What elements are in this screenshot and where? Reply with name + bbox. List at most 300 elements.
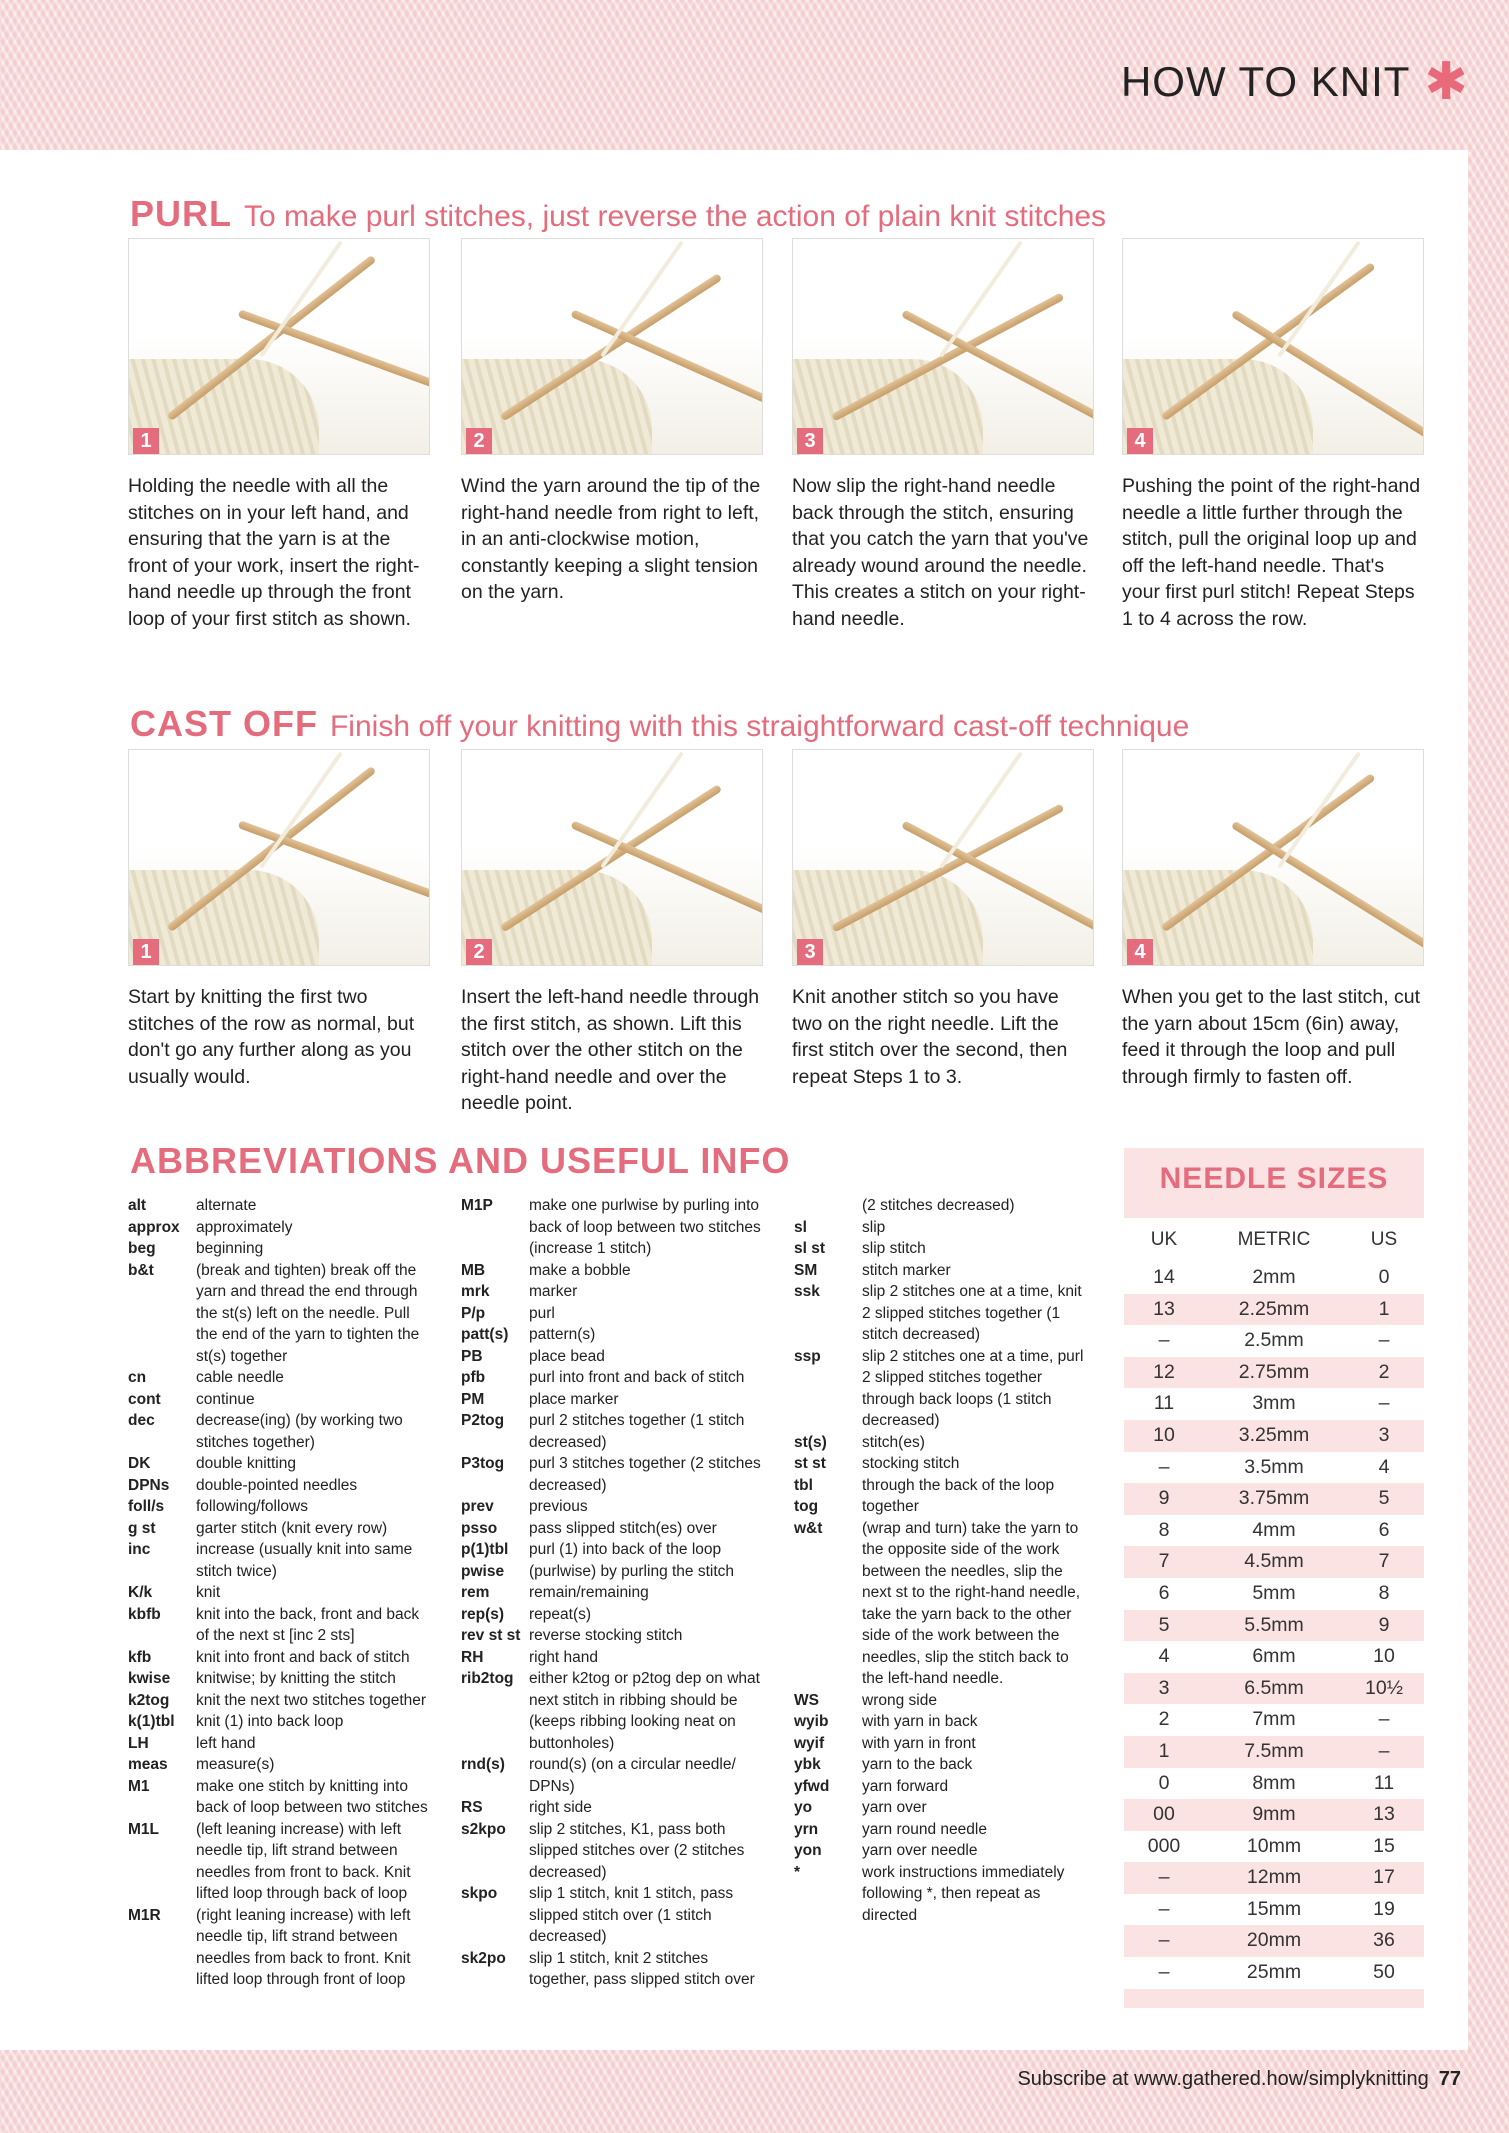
metric-size: 7.5mm: [1244, 1739, 1304, 1762]
abbreviation-entry: [128, 1733, 428, 1755]
castoff-step-2-photo: [461, 749, 763, 966]
abbreviation-definition: measure(s): [196, 1756, 275, 1773]
abbreviation-entry: [128, 1647, 428, 1669]
us-size: 11: [1373, 1771, 1395, 1794]
us-size: 7: [1378, 1550, 1390, 1573]
purl-step-2-photo: [461, 238, 763, 455]
metric-size: 9mm: [1252, 1803, 1296, 1826]
needle-size-row: [1124, 1925, 1424, 1957]
metric-size: 3.75mm: [1238, 1487, 1310, 1510]
metric-size: 25mm: [1246, 1961, 1302, 1984]
step-description: Holding the needle with all the stitches on in your left hand, and ensuring that the yarn is at the front of your work, insert the right-hand needle up through the front loop of your first stitch as shown.: [128, 475, 420, 630]
us-size: 19: [1373, 1897, 1395, 1920]
abbreviation-entry: [461, 1496, 761, 1518]
abbreviation-term: mrk: [461, 1283, 490, 1300]
us-size: 10: [1373, 1645, 1395, 1668]
needle-sizes-table: [1124, 1148, 1424, 2008]
abbreviation-definition: stocking stitch: [862, 1455, 960, 1472]
abbreviation-term: pwise: [461, 1562, 505, 1580]
abbreviation-term: rib2tog: [461, 1670, 514, 1687]
abbreviation-definition: with yarn in back: [862, 1713, 978, 1730]
abbreviation-definition: alternate: [196, 1197, 257, 1214]
step-number-badge: 3: [797, 428, 823, 454]
uk-size: 9: [1158, 1487, 1170, 1510]
metric-size: 8mm: [1252, 1771, 1296, 1794]
abbreviation-term: tog: [794, 1498, 819, 1515]
metric-size: 15mm: [1246, 1897, 1302, 1920]
uk-size: 5: [1158, 1613, 1170, 1636]
abbreviation-definition: (right leaning increase) with left needle tip, lift strand between needles from back to front. Knit lifted loop through front of loop: [196, 1906, 411, 1988]
abbreviation-term: DK: [128, 1455, 151, 1472]
needle-size-row: [1124, 1641, 1424, 1673]
abbreviation-entry: [461, 1367, 761, 1389]
abbreviation-definition: place bead: [529, 1347, 605, 1365]
abbreviation-definition: knit the next two stitches together: [196, 1691, 427, 1709]
abbreviation-definition: slip stitch: [862, 1240, 926, 1257]
us-size: 3: [1378, 1423, 1390, 1446]
abbreviation-entry: [461, 1410, 761, 1453]
abbreviation-term: RH: [461, 1648, 484, 1666]
abbreviation-term: SM: [794, 1261, 818, 1279]
abbreviation-definition: increase (usually knit into same stitch twice): [196, 1541, 413, 1580]
abbreviation-definition: purl 2 stitches together (1 stitch decreased): [529, 1412, 745, 1451]
abbreviation-definition: wrong side: [862, 1691, 937, 1709]
abbreviation-term: cn: [128, 1369, 147, 1386]
us-size: 13: [1373, 1803, 1395, 1826]
abbreviation-entry: [794, 1711, 1094, 1733]
uk-size: 00: [1153, 1803, 1175, 1826]
us-size: –: [1378, 1329, 1390, 1352]
step-description: Knit another stitch so you have two on the right needle. Lift the first stitch over the second, then repeat Steps 1 to 3.: [792, 986, 1068, 1088]
abbreviation-entry: [794, 1238, 1094, 1260]
needle-size-row: [1124, 1388, 1424, 1420]
page-number: 77: [1438, 2068, 1461, 2090]
purl-step-3: [792, 238, 1094, 632]
abbreviation-term: s2kpo: [461, 1820, 506, 1838]
abbreviation-definition: stitch marker: [862, 1261, 951, 1279]
uk-size: 3: [1158, 1676, 1170, 1699]
abbreviation-entry: [128, 1453, 428, 1475]
abbreviation-entry: [794, 1195, 1094, 1217]
abbreviation-definition: with yarn in front: [862, 1734, 976, 1752]
abbreviation-term: g st: [128, 1519, 156, 1537]
abbreviation-entry: [461, 1668, 761, 1754]
castoff-step-3-photo: [792, 749, 1094, 966]
abbreviation-definition: (left leaning increase) with left needle tip, lift strand between needles from front to back. Knit lifted loop through back of loop: [196, 1820, 411, 1902]
us-size: 10½: [1365, 1676, 1403, 1699]
header: [1120, 53, 1469, 111]
abbreviation-definition: purl (1) into back of the loop: [529, 1541, 722, 1558]
abbreviation-term: b&t: [128, 1261, 154, 1279]
us-size: 2: [1378, 1360, 1390, 1383]
column-header-uk: UK: [1150, 1229, 1178, 1250]
abbreviation-definition: beginning: [196, 1240, 264, 1257]
us-size: 8: [1378, 1581, 1390, 1604]
abbreviation-term: LH: [128, 1734, 149, 1752]
castoff-step-4: [1122, 749, 1424, 1090]
abbreviation-definition: right hand: [529, 1648, 598, 1666]
abbreviation-entry: [128, 1819, 428, 1905]
abbreviation-entry: [794, 1797, 1094, 1819]
abbreviation-entry: [461, 1948, 761, 1991]
abbreviation-term: ybk: [794, 1756, 821, 1773]
abbreviation-term: ssk: [794, 1283, 820, 1300]
abbreviation-entry: [461, 1797, 761, 1819]
abbreviation-entry: [461, 1453, 761, 1496]
needle-size-row: [1124, 1420, 1424, 1452]
abbreviations-column-3: [794, 1195, 1094, 1926]
abbreviation-definition: knit (1) into back loop: [196, 1713, 344, 1730]
abbreviation-entry: [461, 1281, 761, 1303]
abbreviation-entry: [128, 1690, 428, 1712]
purl-step-1: [128, 238, 430, 632]
uk-size: 13: [1153, 1297, 1175, 1320]
abbreviation-term: ssp: [794, 1347, 821, 1365]
abbreviation-definition: yarn round needle: [862, 1820, 987, 1838]
purl-step-2: [461, 238, 763, 606]
abbreviation-definition: knit into front and back of stitch: [196, 1648, 410, 1666]
abbreviation-term: yfwd: [794, 1777, 830, 1795]
metric-size: 10mm: [1246, 1834, 1302, 1857]
abbreviation-definition: either k2tog or p2tog dep on what next stitch in ribbing should be (keeps ribbing looking neat on buttonholes): [529, 1670, 760, 1752]
castoff-step-1: [128, 749, 430, 1090]
abbreviation-definition: make one stitch by knitting into back of loop between two stitches: [196, 1777, 428, 1816]
step-number-badge: 1: [133, 428, 159, 454]
abbreviation-entry: [461, 1324, 761, 1346]
metric-size: 2.75mm: [1238, 1360, 1310, 1383]
abbreviation-term: dec: [128, 1412, 155, 1429]
abbreviation-entry: [128, 1238, 428, 1260]
header-title: HOW TO KNIT: [1120, 58, 1411, 105]
abbreviation-entry: [794, 1819, 1094, 1841]
abbreviation-definition: stitch(es): [862, 1433, 925, 1451]
abbreviation-entry: [128, 1410, 428, 1453]
abbreviation-definition: right side: [529, 1799, 592, 1816]
abbreviation-entry: [794, 1432, 1094, 1454]
abbreviation-term: PB: [461, 1347, 483, 1365]
uk-size: –: [1158, 1866, 1170, 1889]
needle-size-row: [1124, 1799, 1424, 1831]
abbreviation-definition: slip 2 stitches, K1, pass both slipped stitches over (2 stitches decreased): [529, 1820, 745, 1881]
abbreviation-term: P/p: [461, 1304, 486, 1322]
abbreviation-term: [794, 1195, 862, 1217]
abbreviation-entry: [794, 1496, 1094, 1518]
abbreviation-entry: [461, 1195, 761, 1260]
us-size: –: [1378, 1708, 1390, 1731]
abbreviation-entry: [128, 1539, 428, 1582]
abbreviation-entry: [461, 1647, 761, 1669]
abbreviation-entry: [461, 1561, 761, 1583]
abbreviation-term: P2tog: [461, 1412, 505, 1429]
uk-size: –: [1158, 1455, 1170, 1478]
abbreviation-entry: [461, 1604, 761, 1626]
step-number-badge: 4: [1127, 428, 1153, 454]
us-size: 1: [1378, 1297, 1390, 1320]
abbreviation-term: approx: [128, 1218, 180, 1236]
needle-sizes-heading: NEEDLE SIZES: [1124, 1148, 1424, 1208]
needle-size-row: [1124, 1452, 1424, 1484]
uk-size: 1: [1158, 1739, 1170, 1762]
abbreviation-term: cont: [128, 1390, 161, 1408]
column-header-metric: METRIC: [1237, 1229, 1311, 1250]
us-size: 17: [1373, 1866, 1395, 1889]
abbreviation-entry: [794, 1217, 1094, 1239]
abbreviation-entry: [794, 1776, 1094, 1798]
abbreviation-definition: knitwise; by knitting the stitch: [196, 1670, 396, 1687]
column-header-us: US: [1370, 1229, 1398, 1250]
purl-step-4: [1122, 238, 1424, 632]
uk-size: 4: [1158, 1645, 1170, 1668]
abbreviation-term: w&t: [794, 1519, 823, 1537]
abbreviation-entry: [461, 1518, 761, 1540]
uk-size: 14: [1153, 1266, 1175, 1288]
castoff-heading: CAST OFF: [130, 703, 318, 744]
needle-size-row: [1124, 1831, 1424, 1863]
metric-size: 5.5mm: [1244, 1613, 1304, 1636]
uk-size: –: [1158, 1897, 1170, 1920]
abbreviation-definition: following/follows: [196, 1498, 308, 1515]
needle-sizes-header-row: [1124, 1218, 1424, 1262]
abbreviation-definition: purl: [529, 1304, 555, 1322]
us-size: 0: [1378, 1266, 1390, 1288]
abbreviation-definition: reverse stocking stitch: [529, 1627, 683, 1644]
step-number-badge: 3: [797, 939, 823, 965]
abbreviation-term: yrn: [794, 1820, 819, 1838]
uk-size: 6: [1158, 1581, 1170, 1604]
step-number-badge: 1: [133, 939, 159, 965]
abbreviation-definition: remain/remaining: [529, 1584, 649, 1601]
abbreviation-term: tbl: [794, 1476, 813, 1494]
step-number-badge: 2: [466, 939, 492, 965]
step-description: Pushing the point of the right-hand needle a little further through the stitch, pull the original loop up and off the left-hand needle. That's your first purl stitch! Repeat Steps 1 to 4 across the row.: [1122, 475, 1421, 630]
castoff-step-1-photo: [128, 749, 430, 966]
abbreviation-entry: [128, 1582, 428, 1604]
abbreviation-entry: [794, 1475, 1094, 1497]
abbreviation-term: p(1)tbl: [461, 1541, 509, 1558]
us-size: 50: [1373, 1961, 1395, 1984]
abbreviation-definition: marker: [529, 1283, 578, 1300]
step-description: Start by knitting the first two stitches of the row as normal, but don't go any further along as you usually would.: [128, 986, 415, 1088]
metric-size: 4mm: [1252, 1518, 1296, 1541]
uk-size: 000: [1147, 1834, 1181, 1857]
abbreviation-definition: (wrap and turn) take the yarn to the opposite side of the work between the needles, slip the next st to the right-hand needle, take the yarn back to the other side of the work between the needles, slip the stitch back to the left-hand needle.: [862, 1519, 1081, 1687]
abbreviation-definition: make one purlwise by purling into back of loop between two stitches (increase 1 stitch): [529, 1197, 761, 1257]
abbreviation-definition: slip 2 stitches one at a time, purl 2 slipped stitches together through back loops (1 stitch decreased): [862, 1347, 1084, 1429]
abbreviation-entry: [461, 1582, 761, 1604]
abbreviation-term: wyif: [794, 1734, 825, 1752]
abbreviation-term: kbfb: [128, 1605, 161, 1623]
abbreviation-entry: [794, 1862, 1094, 1927]
abbreviation-definition: knit: [196, 1584, 221, 1601]
metric-size: 4.5mm: [1244, 1550, 1304, 1573]
abbreviations-heading: ABBREVIATIONS AND USEFUL INFO: [130, 1140, 791, 1181]
abbreviation-definition: garter stitch (knit every row): [196, 1519, 388, 1537]
needle-size-row: [1124, 1957, 1424, 1989]
abbreviation-term: sk2po: [461, 1949, 506, 1967]
abbreviation-term: PM: [461, 1390, 485, 1408]
abbreviation-definition: pattern(s): [529, 1326, 596, 1343]
abbreviation-term: M1P: [461, 1197, 493, 1214]
needle-size-row: [1124, 1610, 1424, 1642]
castoff-step-2: [461, 749, 763, 1117]
needle-size-row: [1124, 1578, 1424, 1610]
abbreviation-definition: make a bobble: [529, 1261, 631, 1279]
abbreviation-term: RS: [461, 1799, 483, 1816]
abbreviation-term: M1L: [128, 1820, 159, 1838]
abbreviation-term: yo: [794, 1799, 813, 1816]
abbreviation-term: *: [794, 1863, 801, 1881]
metric-size: 6mm: [1252, 1645, 1296, 1668]
abbreviation-entry: [128, 1195, 428, 1217]
abbreviation-definition: double-pointed needles: [196, 1476, 358, 1494]
abbreviation-entry: [794, 1281, 1094, 1346]
abbreviation-term: rem: [461, 1584, 490, 1601]
purl-step-3-photo: [792, 238, 1094, 455]
abbreviation-definition: place marker: [529, 1390, 619, 1408]
us-size: 36: [1373, 1929, 1395, 1952]
abbreviation-entry: [794, 1840, 1094, 1862]
abbreviation-term: kwise: [128, 1670, 171, 1687]
abbreviation-definition: yarn forward: [862, 1777, 949, 1795]
abbreviation-entry: [794, 1453, 1094, 1475]
abbreviation-entry: [794, 1733, 1094, 1755]
needle-size-row: [1124, 1515, 1424, 1547]
abbreviation-term: meas: [128, 1756, 168, 1773]
abbreviation-entry: [461, 1539, 761, 1561]
abbreviation-entry: [794, 1754, 1094, 1776]
uk-size: –: [1158, 1329, 1170, 1352]
footer: [1017, 2068, 1461, 2091]
step-description: Wind the yarn around the tip of the right-hand needle from right to left, in an anti-clockwise motion, constantly keeping a slight tension on the yarn.: [461, 475, 761, 603]
abbreviation-entry: [461, 1389, 761, 1411]
abbreviation-entry: [461, 1819, 761, 1884]
step-number-badge: 4: [1127, 939, 1153, 965]
uk-size: 11: [1153, 1392, 1175, 1415]
abbreviation-definition: knit into the back, front and back of the next st [inc 2 sts]: [196, 1605, 420, 1644]
purl-section-title: [130, 193, 1106, 235]
abbreviation-term: psso: [461, 1519, 498, 1537]
abbreviation-definition: approximately: [196, 1218, 293, 1236]
footer-subscribe-text: Subscribe at www.gathered.how/simplyknitting: [1017, 2068, 1429, 2090]
abbreviation-definition: yarn over needle: [862, 1842, 978, 1859]
abbreviation-entry: [128, 1518, 428, 1540]
abbreviation-entry: [128, 1475, 428, 1497]
abbreviation-term: foll/s: [128, 1498, 165, 1515]
abbreviation-term: kfb: [128, 1648, 152, 1666]
step-number-badge: 2: [466, 428, 492, 454]
needle-size-row: [1124, 1704, 1424, 1736]
step-description: Insert the left-hand needle through the first stitch, as shown. Lift this stitch over the other stitch on the right-hand needle and over the needle point.: [461, 986, 760, 1114]
abbreviation-definition: double knitting: [196, 1455, 296, 1472]
metric-size: 20mm: [1246, 1929, 1302, 1952]
uk-size: 12: [1153, 1360, 1175, 1383]
purl-step-1-photo: [128, 238, 430, 455]
abbreviation-term: M1: [128, 1777, 150, 1795]
abbreviation-definition: together: [862, 1498, 919, 1515]
metric-size: 12mm: [1246, 1866, 1302, 1889]
abbreviation-definition: purl into front and back of stitch: [529, 1369, 745, 1386]
metric-size: 3.25mm: [1238, 1423, 1310, 1446]
abbreviation-term: pfb: [461, 1369, 486, 1386]
castoff-step-3: [792, 749, 1094, 1090]
abbreviation-definition: slip 1 stitch, knit 2 stitches together, pass slipped stitch over: [529, 1949, 755, 1988]
abbreviation-term: rev st st: [461, 1627, 521, 1644]
needle-size-row: [1124, 1736, 1424, 1768]
metric-size: 2.25mm: [1238, 1297, 1310, 1320]
uk-size: 8: [1158, 1518, 1170, 1541]
abbreviation-term: alt: [128, 1197, 147, 1214]
metric-size: 2mm: [1252, 1266, 1296, 1288]
purl-heading: PURL: [130, 193, 232, 234]
us-size: 5: [1378, 1487, 1390, 1510]
abbreviation-definition: (purlwise) by purling the stitch: [529, 1562, 735, 1580]
abbreviation-entry: [128, 1217, 428, 1239]
metric-size: 3.5mm: [1244, 1455, 1304, 1478]
us-size: 4: [1378, 1455, 1390, 1478]
abbreviation-definition: slip 1 stitch, knit 1 stitch, pass slipped stitch over (1 stitch decreased): [529, 1885, 734, 1945]
abbreviation-definition: slip 2 stitches one at a time, knit 2 slipped stitches together (1 stitch decreased): [862, 1283, 1082, 1343]
uk-size: 10: [1153, 1423, 1175, 1446]
abbreviation-entry: [794, 1690, 1094, 1712]
abbreviation-term: DPNs: [128, 1476, 170, 1494]
abbreviation-entry: [461, 1260, 761, 1282]
abbreviation-term: sl st: [794, 1240, 826, 1257]
abbreviation-entry: [461, 1754, 761, 1797]
metric-size: 7mm: [1252, 1708, 1296, 1731]
needle-size-row: [1124, 1673, 1424, 1705]
abbreviation-term: K/k: [128, 1584, 153, 1601]
abbreviation-entry: [128, 1754, 428, 1776]
uk-size: 2: [1158, 1708, 1170, 1731]
purl-step-4-photo: [1122, 238, 1424, 455]
us-size: 6: [1378, 1518, 1390, 1541]
purl-subheading: To make purl stitches, just reverse the action of plain knit stitches: [244, 200, 1107, 233]
abbreviation-definition: round(s) (on a circular needle/ DPNs): [529, 1756, 736, 1795]
abbreviation-definition: decrease(ing) (by working two stitches together): [196, 1412, 403, 1451]
abbreviation-entry: [794, 1346, 1094, 1432]
abbreviation-definition: pass slipped stitch(es) over: [529, 1519, 717, 1537]
abbreviation-term: st st: [794, 1455, 826, 1472]
abbreviation-term: rep(s): [461, 1605, 505, 1623]
abbreviation-term: beg: [128, 1240, 156, 1257]
abbreviation-entry: [128, 1905, 428, 1991]
abbreviation-entry: [461, 1883, 761, 1948]
abbreviation-definition: (break and tighten) break off the yarn and thread the end through the st(s) left on the needle. Pull the end of the yarn to tighten the st(s) together: [196, 1261, 420, 1365]
metric-size: 2.5mm: [1244, 1329, 1304, 1352]
us-size: –: [1378, 1739, 1390, 1762]
uk-size: 0: [1158, 1771, 1170, 1794]
uk-size: –: [1158, 1961, 1170, 1984]
asterisk-icon: ✱: [1424, 53, 1469, 111]
needle-size-row: [1124, 1357, 1424, 1389]
abbreviation-term: M1R: [128, 1906, 161, 1924]
abbreviation-term: sl: [794, 1218, 807, 1236]
abbreviation-definition: yarn over: [862, 1799, 927, 1816]
abbreviation-term: patt(s): [461, 1326, 509, 1343]
abbreviation-term: k(1)tbl: [128, 1713, 175, 1730]
abbreviation-term: skpo: [461, 1885, 498, 1902]
abbreviation-entry: [794, 1518, 1094, 1690]
abbreviation-definition: (2 stitches decreased): [862, 1197, 1015, 1214]
abbreviation-entry: [128, 1496, 428, 1518]
us-size: –: [1378, 1392, 1390, 1415]
step-description: When you get to the last stitch, cut the yarn about 15cm (6in) away, feed it through the loop and pull through firmly to fasten off.: [1122, 986, 1421, 1088]
abbreviation-term: P3tog: [461, 1455, 505, 1472]
abbreviation-definition: work instructions immediately following *, then repeat as directed: [862, 1863, 1065, 1924]
abbreviation-entry: [128, 1604, 428, 1647]
abbreviation-term: WS: [794, 1691, 819, 1709]
needle-size-row: [1124, 1546, 1424, 1578]
